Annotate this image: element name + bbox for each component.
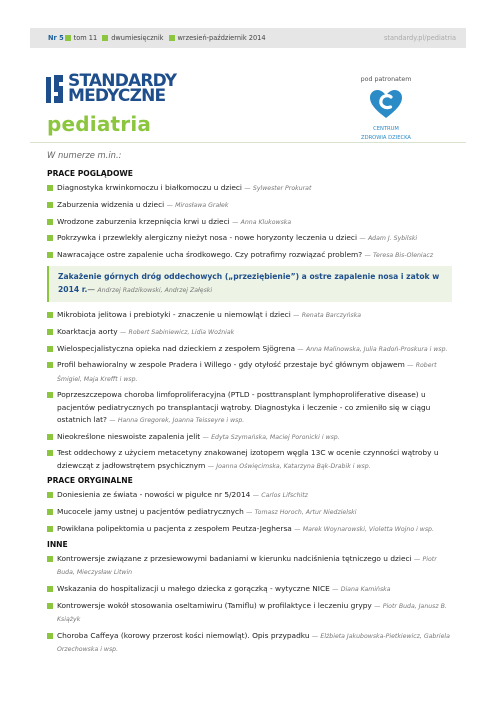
article-author: Piotr Buda, Janusz B. Książyk [57, 602, 447, 623]
article-author: Edyta Szymańska, Maciej Poronicki i wsp. [211, 433, 340, 441]
article-title: Wrodzone zaburzenia krzepnięcia krwi u dzieci [57, 216, 230, 226]
article-author: Robert Śmigiel, Maja Krefft i wsp. [57, 362, 437, 383]
article-author: Renata Barczyńska [301, 311, 362, 319]
bullet-square-icon [65, 35, 71, 41]
toc-item[interactable]: Mucocele jamy ustnej u pacjentów pediatrycznych — Tomasz Horoch, Artur Niedzielski [47, 506, 452, 519]
bullet-square-icon [47, 450, 53, 456]
toc-item[interactable]: Wskazania do hospitalizacji u małego dziecka z gorączką - wytyczne NICE — Diana Kamińska [47, 583, 452, 596]
article-title: Test oddechowy z użyciem metacetyny znakowanej izotopem węgla 13C w ocenie czynności wątroby u dziewcząt z jadłowstrętem psychicznym [57, 448, 439, 470]
toc-item[interactable]: Mikrobiota jelitowa i prebiotyki - znaczenie u niemowląt i dzieci — Renata Barczyńska [47, 309, 452, 322]
article-author: Robert Sabiniewicz, Lidia Woźniak [128, 328, 235, 336]
bullet-square-icon [47, 556, 53, 562]
toc-item[interactable]: Nawracające ostre zapalenie ucha środkowego. Czy potrafimy rozwiązać problem? — Teresa Bis-Oleniacz [47, 249, 452, 262]
article-title: Diagnostyka krwinkomoczu i białkomoczu u dzieci [57, 183, 242, 192]
article-title: Wielospecjalistyczna opieka nad dzieckiem z zespołem Sjögrena [57, 343, 296, 353]
toc-item[interactable]: Choroba Caffeya (korowy przerost kości niemowląt). Opis przypadku — Elżbieta Jakubowska-Pietkiewicz, Gabriela Orzechowska i wsp. [47, 630, 452, 656]
toc [47, 150, 452, 660]
article-title: Zaburzenia widzenia u dzieci [57, 199, 165, 209]
article-title: Powikłana polipektomia u pacjenta z zespołem Peutza-Jeghersa [57, 523, 292, 533]
section-title: PRACE POGLĄDOWE [47, 169, 133, 178]
toc-item[interactable]: Diagnostyka krwinkomoczu i białkomoczu u dzieci — Sylwester Prokurat [47, 182, 452, 195]
article-title: Mikrobiota jelitowa i prebiotyki - znaczenie u niemowląt i dzieci [57, 309, 291, 319]
bullet-square-icon [169, 35, 175, 41]
toc-item[interactable]: Kontrowersje wokół stosowania oseltamiwiru (Tamiflu) w profilaktyce i leczeniu grypy — Piotr Buda, Janusz B. Książyk [47, 600, 452, 626]
patronage-org-line1: CENTRUM [373, 126, 399, 132]
article-author: Marek Woynarowski, Violetta Wojno i wsp. [302, 525, 434, 533]
article-title: Mucocele jamy ustnej u pacjentów pediatrycznych [57, 507, 244, 517]
header-divider [30, 142, 466, 143]
patronage-label: pod patronatem [360, 76, 412, 83]
article-title: Profil behawioralny w zespole Pradera i Willego - gdy otyłość przestaje być głównym objawem [57, 360, 405, 370]
article-title: Nieokreślone nieswoiste zapalenia jelit [57, 431, 201, 441]
brand-line1: STANDARDY [68, 71, 177, 91]
article-author: Sylwester Prokurat [252, 185, 312, 192]
article-title: Kontrowersje wokół stosowania oseltamiwiru (Tamiflu) w profilaktyce i leczeniu grypy [57, 600, 372, 610]
section-title: INNE [47, 539, 68, 549]
bullet-square-icon [47, 633, 53, 639]
bullet-square-icon [47, 202, 53, 208]
toc-intro: W numerze m.in.: [47, 150, 122, 160]
article-title: Poprzeszczepowa choroba limfoproliferacyjna (PTLD - posttransplant lymphoproliferative disease) u pacjentów pediatrycznych po transplantacji wątroby. Diagnostyka i leczenie - co zmieniło się w ciągu ostatnich lat? [57, 390, 431, 424]
bullet-square-icon [47, 219, 53, 225]
bullet-square-icon [47, 312, 53, 318]
toc-item[interactable]: Zaburzenia widzenia u dzieci — Mirosława Grałek [47, 199, 452, 212]
article-author: Anna Klukowska [240, 218, 292, 226]
article-author: Adam J. Sybilski [367, 235, 418, 243]
bullet-square-icon [47, 392, 53, 398]
header-bar [30, 28, 466, 48]
bullet-square-icon [47, 434, 53, 440]
toc-item[interactable]: Test oddechowy z użyciem metacetyny znakowanej izotopem węgla 13C w ocenie czynności wątroby u dziewcząt z jadłowstrętem psychicznym — Joanna Oświęcimska, Katarzyna Bąk-Drabik i wsp. [47, 447, 452, 472]
article-title: Pokrzywka i przewlekły alergiczny nieżyt nosa - nowe horyzonty leczenia u dzieci [57, 233, 358, 243]
featured-article[interactable]: Zakażenie górnych dróg oddechowych („przeziębienie”) a ostre zapalenie nosa i zatok w 2014 r.— Andrzej Radzikowski, Andrzej Załęski [47, 266, 452, 302]
patronage-org-line2: ZDROWIA DZIECKA [361, 135, 411, 141]
heart-logo-icon [368, 88, 404, 120]
bullet-square-icon [102, 35, 108, 41]
bullet-square-icon [47, 526, 53, 532]
article-title: Wskazania do hospitalizacji u małego dziecka z gorączką - wytyczne NICE [57, 583, 330, 593]
toc-item[interactable]: Pokrzywka i przewlekły alergiczny nieżyt nosa - nowe horyzonty leczenia u dzieci — Adam J. Sybilski [47, 232, 452, 245]
article-author: Mirosława Grałek [175, 201, 229, 209]
article-author: Elżbieta Jakubowska-Pietkiewicz, Gabriela Orzechowska i wsp. [57, 632, 450, 653]
bullet-square-icon [47, 603, 53, 609]
bullet-square-icon [47, 329, 53, 335]
toc-item[interactable]: Poprzeszczepowa choroba limfoproliferacyjna (PTLD - posttransplant lymphoproliferative disease) u pacjentów pediatrycznych po transplantacji wątroby. Diagnostyka i leczenie - co zmieniło się w ciągu ostatnich lat? — Hanna Gregorek, Joanna Teisseyre i wsp. [47, 389, 452, 427]
article-title: Koarktacja aorty [57, 326, 118, 336]
bullet-square-icon [47, 586, 53, 592]
article-title: Kontrowersje związane z przesiewowymi badaniami w kierunku nadciśnienia tętniczego u dzieci [57, 553, 412, 563]
toc-item[interactable]: Wielospecjalistyczna opieka nad dzieckiem z zespołem Sjögrena — Anna Malinowska, Julia Radoń-Proskura i wsp. [47, 343, 452, 356]
frequency: dwumiesięcznik [111, 34, 164, 42]
toc-item[interactable]: Wrodzone zaburzenia krzepnięcia krwi u dzieci — Anna Klukowska [47, 216, 452, 229]
toc-item[interactable]: Kontrowersje związane z przesiewowymi badaniami w kierunku nadciśnienia tętniczego u dzieci — Piotr Buda, Mieczysław Litwin [47, 553, 452, 579]
volume: tom 11 [73, 34, 98, 42]
bullet-square-icon [47, 509, 53, 515]
article-author: Tomasz Horoch, Artur Niedzielski [254, 509, 357, 517]
article-author: Teresa Bis-Oleniacz [373, 252, 434, 260]
issue-info [48, 34, 266, 42]
article-title: Doniesienia ze świata - nowości w pigułce nr 5/2014 [57, 490, 251, 500]
article-author: Diana Kamińska [340, 585, 391, 593]
toc-item[interactable]: Profil behawioralny w zespole Pradera i Willego - gdy otyłość przestaje być głównym objawem — Robert Śmigiel, Maja Krefft i wsp. [47, 359, 452, 385]
toc-item[interactable]: Nieokreślone nieswoiste zapalenia jelit — Edyta Szymańska, Maciej Poronicki i wsp. [47, 431, 452, 444]
bullet-square-icon [47, 235, 53, 241]
article-author: Joanna Oświęcimska, Katarzyna Bąk-Drabik i wsp. [216, 462, 371, 470]
toc-item[interactable]: Powikłana polipektomia u pacjenta z zespołem Peutza-Jeghersa — Marek Woynarowski, Violetta Wojno i wsp. [47, 523, 452, 536]
section-title: PRACE ORYGINALNE [47, 476, 133, 486]
article-title: Choroba Caffeya (korowy przerost kości niemowląt). Opis przypadku [57, 630, 310, 640]
patronage-block [356, 76, 416, 142]
bullet-square-icon [47, 346, 53, 352]
site-link[interactable]: standardy.pl/pediatria [383, 34, 456, 42]
bullet-square-icon [47, 362, 53, 368]
period: wrzesień-październik 2014 [177, 34, 266, 42]
article-author: Carlos Lifschitz [261, 492, 308, 500]
bullet-square-icon [47, 185, 53, 191]
featured-title: Zakażenie górnych dróg oddechowych („przeziębienie”) a ostre zapalenie nosa i zatok w 2014 r. [58, 271, 440, 294]
journal-logo [46, 73, 176, 105]
featured-author: Andrzej Radzikowski, Andrzej Załęski [97, 286, 213, 294]
brand-line2: MEDYCZNE [68, 86, 166, 106]
toc-item[interactable]: Koarktacja aorty — Robert Sabiniewicz, Lidia Woźniak [47, 326, 452, 339]
bullet-square-icon [47, 252, 53, 258]
toc-item[interactable]: Doniesienia ze świata - nowości w pigułce nr 5/2014 — Carlos Lifschitz [47, 489, 452, 502]
article-author: Piotr Buda, Mieczysław Litwin [57, 555, 437, 576]
journal-subtitle: pediatria [47, 112, 152, 136]
bullet-square-icon [47, 492, 53, 498]
article-author: Hanna Gregorek, Joanna Teisseyre i wsp. [117, 416, 245, 424]
issue-number: Nr 5 [48, 34, 64, 42]
logo-mark-icon [46, 73, 64, 105]
article-author: Anna Malinowska, Julia Radoń-Proskura i wsp. [305, 345, 448, 353]
article-title: Nawracające ostre zapalenie ucha środkowego. Czy potrafimy rozwiązać problem? [57, 250, 363, 260]
